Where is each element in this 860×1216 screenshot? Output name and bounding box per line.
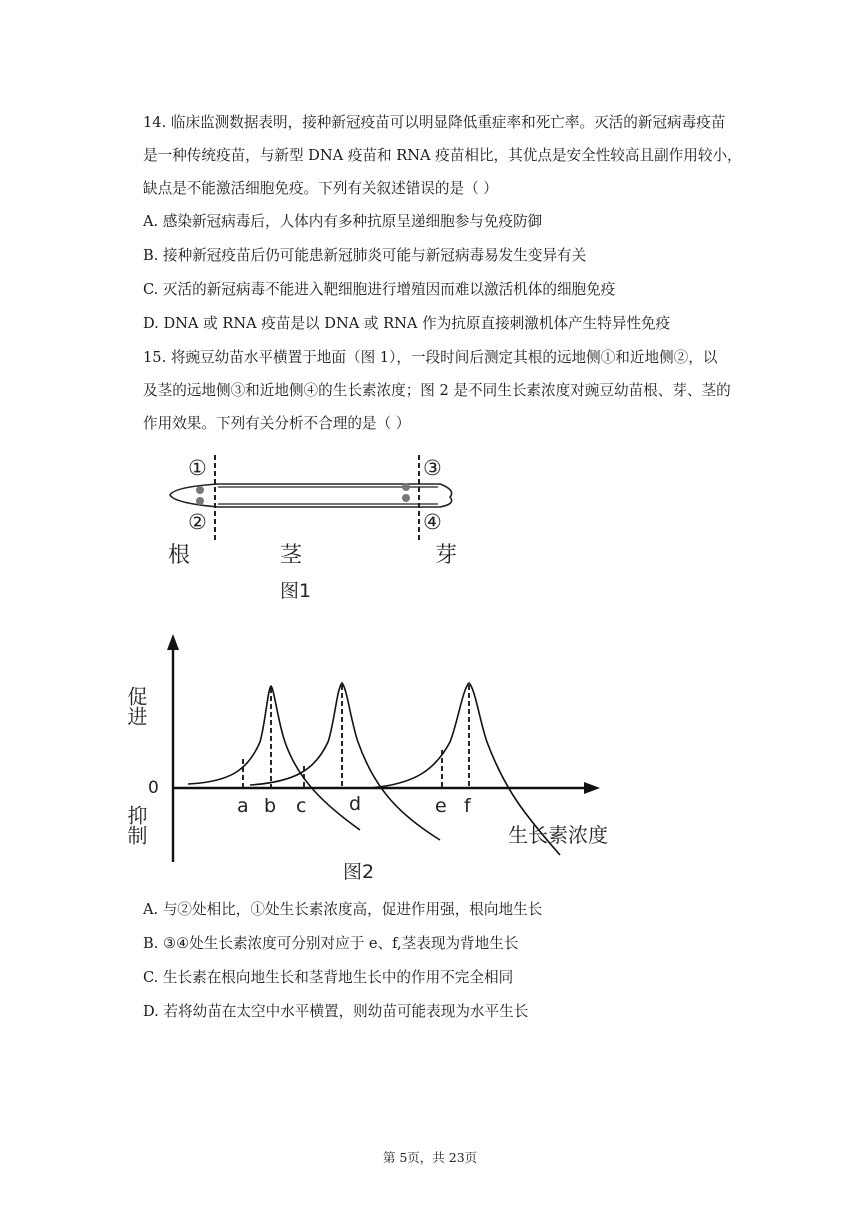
q14-option-a: A. 感染新冠病毒后，人体内有多种抗原呈递细胞参与免疫防御 xyxy=(143,213,543,230)
marker-1: ① xyxy=(188,456,207,480)
q15-option-b: B. ③④处生长素浓度可分别对应于 e、f,茎表现为背地生长 xyxy=(143,935,519,952)
q14-stem-line-3: 缺点是不能激活细胞免疫。下列有关叙述错误的是（ ） xyxy=(143,180,498,197)
point-b: b xyxy=(264,795,277,817)
site-1-dot xyxy=(196,486,204,494)
page-footer: 第 5页，共 23页 xyxy=(382,1150,478,1165)
q14-option-c: C. 灭活的新冠病毒不能进入靶细胞进行增殖因而难以激活机体的细胞免疫 xyxy=(143,281,616,298)
x-axis-arrow xyxy=(584,782,600,794)
point-f: f xyxy=(464,795,471,817)
label-stem: 茎 xyxy=(280,543,303,568)
marker-2: ② xyxy=(188,510,207,534)
figure-1 xyxy=(160,445,490,610)
y-label-inhibit: 抑制 xyxy=(124,805,148,845)
site-4-dot xyxy=(402,494,410,502)
q15-stem-line-2: 及茎的远地侧③和近地侧④的生长素浓度；图 2 是不同生长素浓度对豌豆幼苗根、芽、茎的 xyxy=(143,382,731,399)
figure-2-caption: 图2 xyxy=(343,861,375,883)
q15-option-a: A. 与②处相比，①处生长素浓度高，促进作用强，根向地生长 xyxy=(143,901,543,918)
site-3-dot xyxy=(402,483,410,491)
q14-stem-line-2: 是一种传统疫苗，与新型 DNA 疫苗和 RNA 疫苗相比，其优点是安全性较高且副作用较小， xyxy=(143,147,742,164)
q14-option-d: D. DNA 或 RNA 疫苗是以 DNA 或 RNA 作为抗原直接刺激机体产生特异性免疫 xyxy=(143,315,671,332)
q15-option-d: D. 若将幼苗在太空中水平横置，则幼苗可能表现为水平生长 xyxy=(143,1003,529,1020)
point-a: a xyxy=(237,795,249,817)
q14-option-b: B. 接种新冠疫苗后仍可能患新冠肺炎可能与新冠病毒易发生变异有关 xyxy=(143,247,587,264)
label-bud: 芽 xyxy=(435,543,458,568)
y-axis-arrow xyxy=(167,634,179,650)
x-axis-label: 生长素浓度 xyxy=(508,823,608,847)
q15-stem-line-3: 作用效果。下列有关分析不合理的是（ ） xyxy=(143,415,411,432)
marker-4: ④ xyxy=(423,510,442,534)
figure-2 xyxy=(124,630,630,890)
label-root: 根 xyxy=(168,543,191,568)
q14-stem-line-1: 14. 临床监测数据表明，接种新冠疫苗可以明显降低重症率和死亡率。灭活的新冠病毒疫苗 xyxy=(143,114,726,131)
y-label-promote: 促进 xyxy=(124,686,148,726)
point-d: d xyxy=(349,793,362,815)
point-c: c xyxy=(296,795,307,817)
marker-3: ③ xyxy=(423,456,442,480)
q15-stem-line-1: 15. 将豌豆幼苗水平横置于地面（图 1），一段时间后测定其根的远地侧①和近地侧②，以 xyxy=(143,349,718,366)
point-e: e xyxy=(435,795,447,817)
site-2-dot xyxy=(196,497,204,505)
origin-label: 0 xyxy=(148,778,159,798)
figure-1-caption: 图1 xyxy=(280,580,312,602)
bud-curve xyxy=(250,683,440,840)
q15-option-c: C. 生长素在根向地生长和茎背地生长中的作用不完全相同 xyxy=(143,969,514,986)
